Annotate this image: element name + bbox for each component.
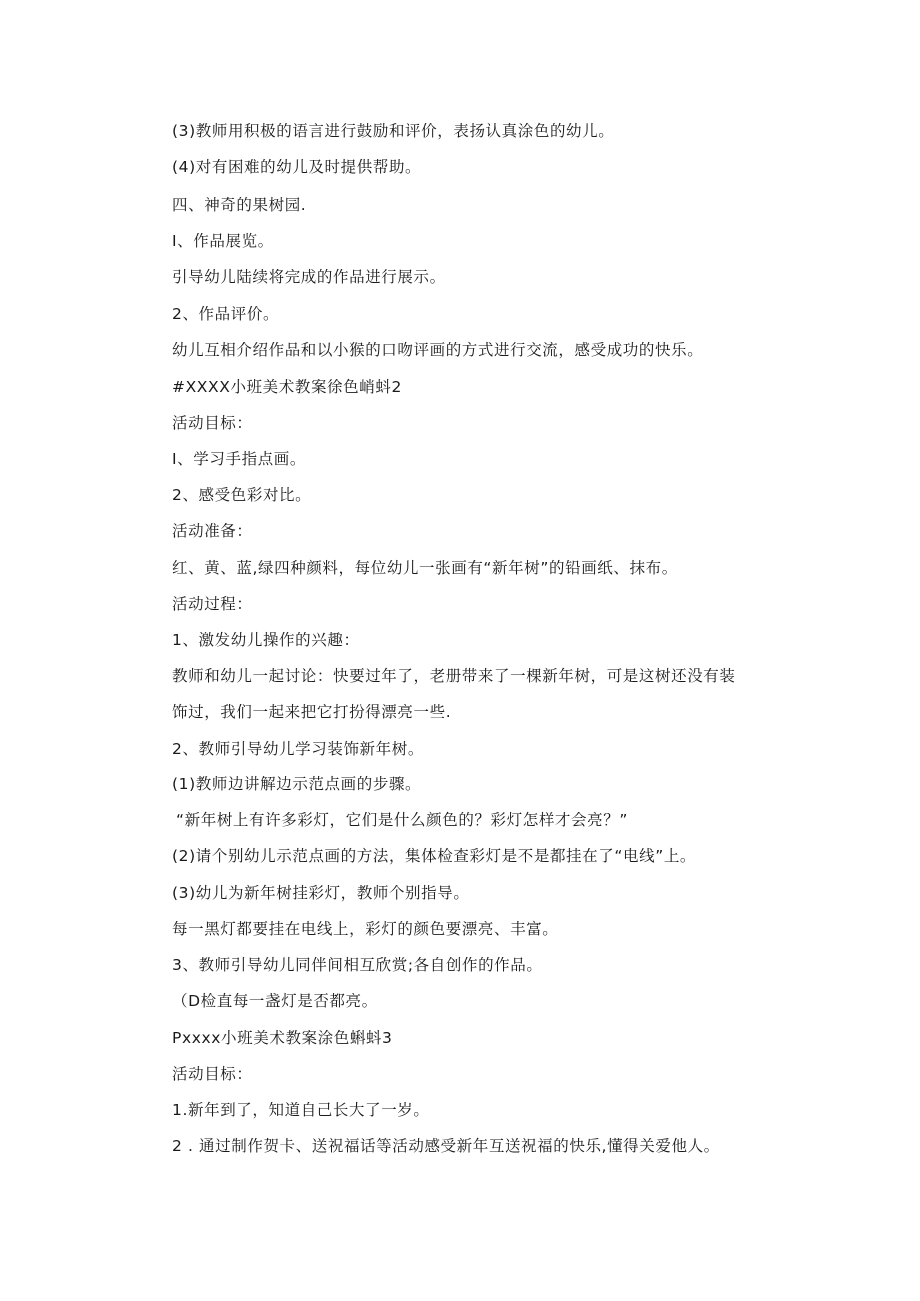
text-line: (3)幼儿为新年树挂彩灯，教师个别指导。: [172, 884, 470, 902]
document-title: #XXXX小班美术教案徐色峭蚪2: [172, 378, 402, 396]
text-line: （D检直每一盏灯是否都亮。: [172, 992, 378, 1010]
text-line: 3、教师引导幼儿同伴间相互欣赏;各自创作的作品。: [172, 956, 543, 974]
text-line: 2 . 通过制作贺卡、送祝福话等活动感受新年互送祝福的快乐,懂得关爱他人。: [172, 1137, 720, 1155]
text-line: (2)请个别幼儿示范点画的方法，集体检查彩灯是不是都挂在了“电线”上。: [172, 847, 697, 865]
text-line: (1)教师边讲解边示范点画的步骤。: [172, 775, 422, 793]
text-line: 红、黄、蓝,绿四种颜料，每位幼儿一张画有“新年树”的铅画纸、抹布。: [172, 559, 678, 577]
text-line: I、作品展览。: [172, 232, 274, 250]
text-line: (3)教师用积极的语言进行鼓励和评价，表扬认真涂色的幼儿。: [172, 122, 615, 140]
text-line: 饰过，我们一起来把它打扮得漂亮一些.: [172, 703, 452, 721]
text-line: 幼儿互相介绍作品和以小猴的口吻评画的方式进行交流，感受成功的快乐。: [172, 341, 704, 359]
text-line: 2、作品评价。: [172, 305, 280, 323]
text-line: 每一黑灯都要挂在电线上，彩灯的颜色要漂亮、丰富。: [172, 920, 559, 938]
text-line: 活动过程：: [172, 595, 253, 613]
text-line: 2、教师引导幼儿学习装饰新年树。: [172, 740, 424, 758]
text-line: 活动准备：: [172, 522, 253, 540]
document-title: Pxxxx小班美术教案涂色蝌蚪3: [172, 1029, 393, 1047]
section-heading: 四、神奇的果树园.: [172, 196, 307, 214]
text-line: 引导幼儿陆续将完成的作品进行展示。: [172, 268, 446, 286]
text-line: 活动目标：: [172, 414, 253, 432]
text-line: 1、激发幼儿操作的兴趣：: [172, 631, 360, 649]
quote-line: “新年树上有许多彩灯，它们是什么颜色的？彩灯怎样才会亮？”: [176, 811, 628, 829]
text-line: 教师和幼儿一起讨论：快要过年了，老册带来了一棵新年树，可是这树还没有装: [172, 667, 736, 685]
text-line: I、学习手指点画。: [172, 450, 306, 468]
text-line: (4)对有困难的幼儿及时提供帮助。: [172, 158, 422, 176]
text-line: 2、感受色彩对比。: [172, 486, 312, 504]
text-line: 1.新年到了，知道自己长大了一岁。: [172, 1101, 430, 1119]
text-line: 活动目标：: [172, 1065, 253, 1083]
